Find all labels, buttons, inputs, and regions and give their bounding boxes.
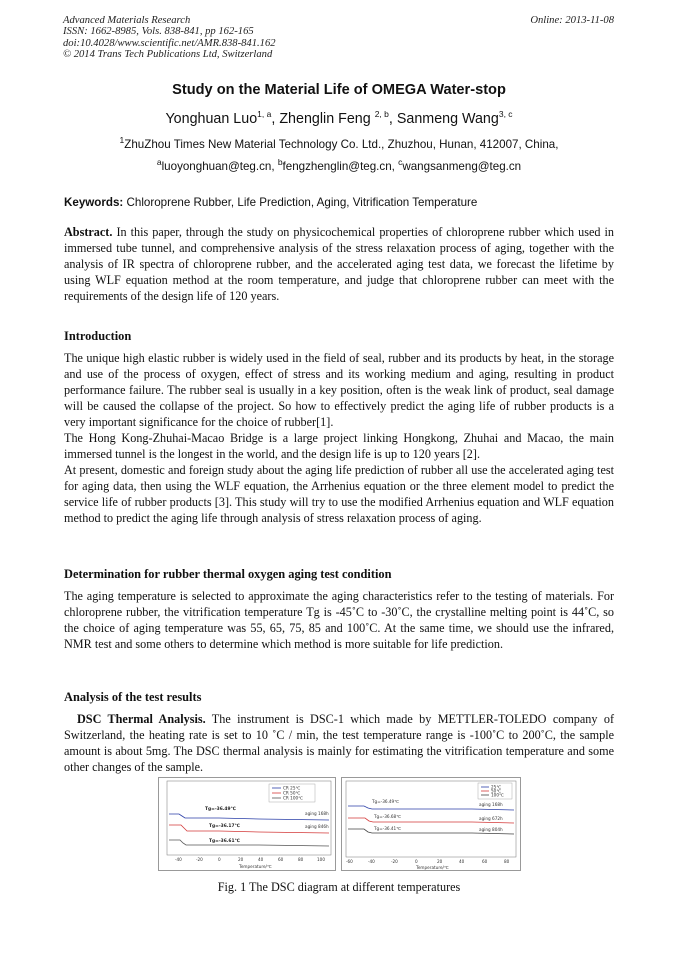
email-list [0, 157, 678, 173]
x-tick-label: -40 [368, 859, 375, 864]
tg-label: Tg=-36.49℃ [372, 799, 399, 804]
author-list: Yonghuan Luo$^{1, a}$, Zhenglin Feng $^{2, b}$, Sanmeng Wang$^{3, c}$ [165, 109, 513, 127]
x-tick-label: 100 [317, 857, 325, 862]
paper-title: Study on the Material Life of OMEGA Water-stop [172, 82, 506, 98]
issn: ISSN: 1662-8985, Vols. 838-841, pp 162-165 [63, 26, 254, 38]
x-tick-label: 60 [278, 857, 284, 862]
abstract-text: In this paper, through the study on physicochemical properties of chloroprene rubber which used in immersed tube tunnel, and comprehensive analysis of the stress relaxation process of aging, together with the analysis of IR spectra of chloroprene rubber, and the accelerated aging test data, we forecast the lifetime by using WLF equation method at the room temperature, and judge that chloroprene rubber can meet with the requirements of the design life of 120 years. [64, 225, 614, 303]
intro-paragraph: The unique high elastic rubber is widely used in the field of seal, rubber and its products by heat, in the storage and use of the process of oxygen, effect of stress and its working medium and aging, resulting in product performance failure. The rubber seal is usually in a key position, often is the weak link of product, seal damage will be caused the collapse of the project. So how to effectively predict the aging life of rubber products is a very important significance for the choice of rubber[1]. [64, 351, 614, 429]
intro-heading: Introduction [64, 329, 132, 343]
tg-label: Tg=-36.17℃ [209, 824, 240, 829]
legend-label: 100℃ [491, 792, 504, 798]
intro-paragraph: The Hong Kong-Zhuhai-Macao Bridge is a large project linking Hongkong, Zhuhai and Macao, the main immersed tunnel is the longest in the world, and the design life is up to 120 years [2]. [64, 431, 614, 461]
x-tick-label: 0 [218, 857, 221, 862]
dsc-label: DSC Thermal Analysis. [77, 712, 206, 726]
author-name: Yonghuan Luo [165, 111, 258, 127]
legend-label: CR 100℃ [283, 795, 303, 801]
curve-label: aging 168h [479, 802, 503, 807]
abstract [64, 225, 614, 305]
copyright: © 2014 Trans Tech Publications Ltd, Switzerland [63, 49, 273, 61]
keywords-text: Chloroprene Rubber, Life Prediction, Aging, Vitrification Temperature [126, 196, 478, 209]
x-tick-label: 80 [298, 857, 304, 862]
journal-name: Advanced Materials Research [63, 15, 191, 26]
doi: doi:10.4028/www.scientific.net/AMR.838-841.162 [63, 37, 276, 49]
email-link[interactable]: luoyonghuan@teg.cn, [161, 160, 275, 173]
author-name: Zhenglin Feng [279, 111, 371, 127]
author-sup: 1, a [257, 109, 272, 120]
x-tick-label: 0 [415, 859, 418, 864]
author-sup: 3, c [498, 109, 513, 120]
dsc-paragraph [64, 712, 614, 776]
header-left [63, 15, 276, 61]
intro-paragraph: At present, domestic and foreign study about the aging life prediction of rubber all use the accelerated aging test for aging data, then using the WLF equation, the Arrhenius equation or the three element model to predict the service life of rubber products [3]. This study will try to use the modified Arrhenius equation and WLF equation method to predict the aging life through analysis of stress relaxation process of aging. [64, 463, 614, 525]
x-tick-label: -20 [196, 857, 203, 862]
x-tick-label: 20 [238, 857, 244, 862]
determination-heading: Determination for rubber thermal oxygen aging test condition [64, 567, 392, 581]
email-sup: c [398, 157, 403, 168]
tg-label: Tg=-36.61℃ [209, 839, 240, 844]
affil-text: ZhuZhou Times New Material Technology Co. Ltd., Zhuzhou, Hunan, 412007, China, [124, 138, 559, 151]
x-tick-label: -20 [391, 859, 398, 864]
tg-label: Tg=-36.41℃ [374, 826, 401, 831]
keywords-label: Keywords: [64, 196, 124, 209]
keywords [64, 196, 616, 209]
curve-label: aging 168h [305, 811, 329, 816]
x-tick-label: -60 [346, 859, 353, 864]
tg-label: Tg=-36.49℃ [205, 807, 236, 812]
dsc-text: The instrument is DSC-1 which made by METTLER-TOLEDO company of Switzerland, the heating rate is set to 10 ˚C / min, the test temperature range is -100˚C to 200˚C, the sample amount is about 5mg. The DSC thermal analysis is mainly for estimating the vitrification temperature and some other changes of the sample. [64, 712, 615, 774]
dsc-curve [169, 840, 329, 846]
x-tick-label: 40 [258, 857, 264, 862]
dsc-chart-right-svg [342, 778, 520, 870]
results-heading: Analysis of the test results [64, 690, 202, 704]
abstract-label: Abstract. [64, 225, 113, 239]
figure-caption: Fig. 1 The DSC diagram at different temperatures [217, 880, 461, 894]
email-sup: b [277, 157, 283, 168]
curve-label: aging 846h [305, 824, 329, 829]
x-axis-label: Temperature/℃ [416, 865, 449, 870]
legend-label: CR 25℃ [283, 785, 301, 791]
x-tick-label: 60 [482, 859, 488, 864]
x-tick-label: 40 [459, 859, 465, 864]
author-sup: 2, b [374, 109, 389, 120]
legend-label: 50℃ [491, 788, 502, 794]
curve-label: aging 804h [479, 827, 503, 832]
x-tick-label: -40 [175, 857, 182, 862]
tg-label: Tg=-36.68℃ [374, 814, 401, 819]
dsc-chart-left [158, 777, 336, 871]
online-date: Online: 2013-11-08 [530, 15, 614, 26]
legend-label: CR 50℃ [283, 790, 301, 796]
affil-sup: 1 [119, 135, 125, 146]
email-sup: a [156, 157, 162, 168]
x-axis-label: Temperature/℃ [239, 864, 272, 869]
x-ticks [175, 857, 325, 862]
determination-paragraph: The aging temperature is selected to approximate the aging characteristics refer to the testing of materials. For chloroprene rubber, the vitrification temperature Tg is -45˚C to -30˚C, the crystalline melting point is 44˚C, so the choice of aging temperature was 55, 65, 75, 85 and 100˚C. At the same time, we should use the infrared, NMR test and some others to determine which method is more suitable for life prediction. [64, 589, 614, 651]
x-ticks [346, 859, 510, 864]
legend-label: 25℃ [491, 784, 502, 790]
affiliation [0, 135, 678, 151]
x-tick-label: 80 [504, 859, 510, 864]
author-name: Sanmeng Wang [396, 111, 499, 127]
dsc-chart-left-svg [159, 778, 335, 870]
x-tick-label: 20 [437, 859, 443, 864]
dsc-chart-right [341, 777, 521, 871]
email-link[interactable]: wangsanmeng@teg.cn [402, 160, 522, 173]
email-link[interactable]: fengzhenglin@teg.cn, [282, 160, 395, 173]
curve-label: aging 672h [479, 816, 503, 821]
